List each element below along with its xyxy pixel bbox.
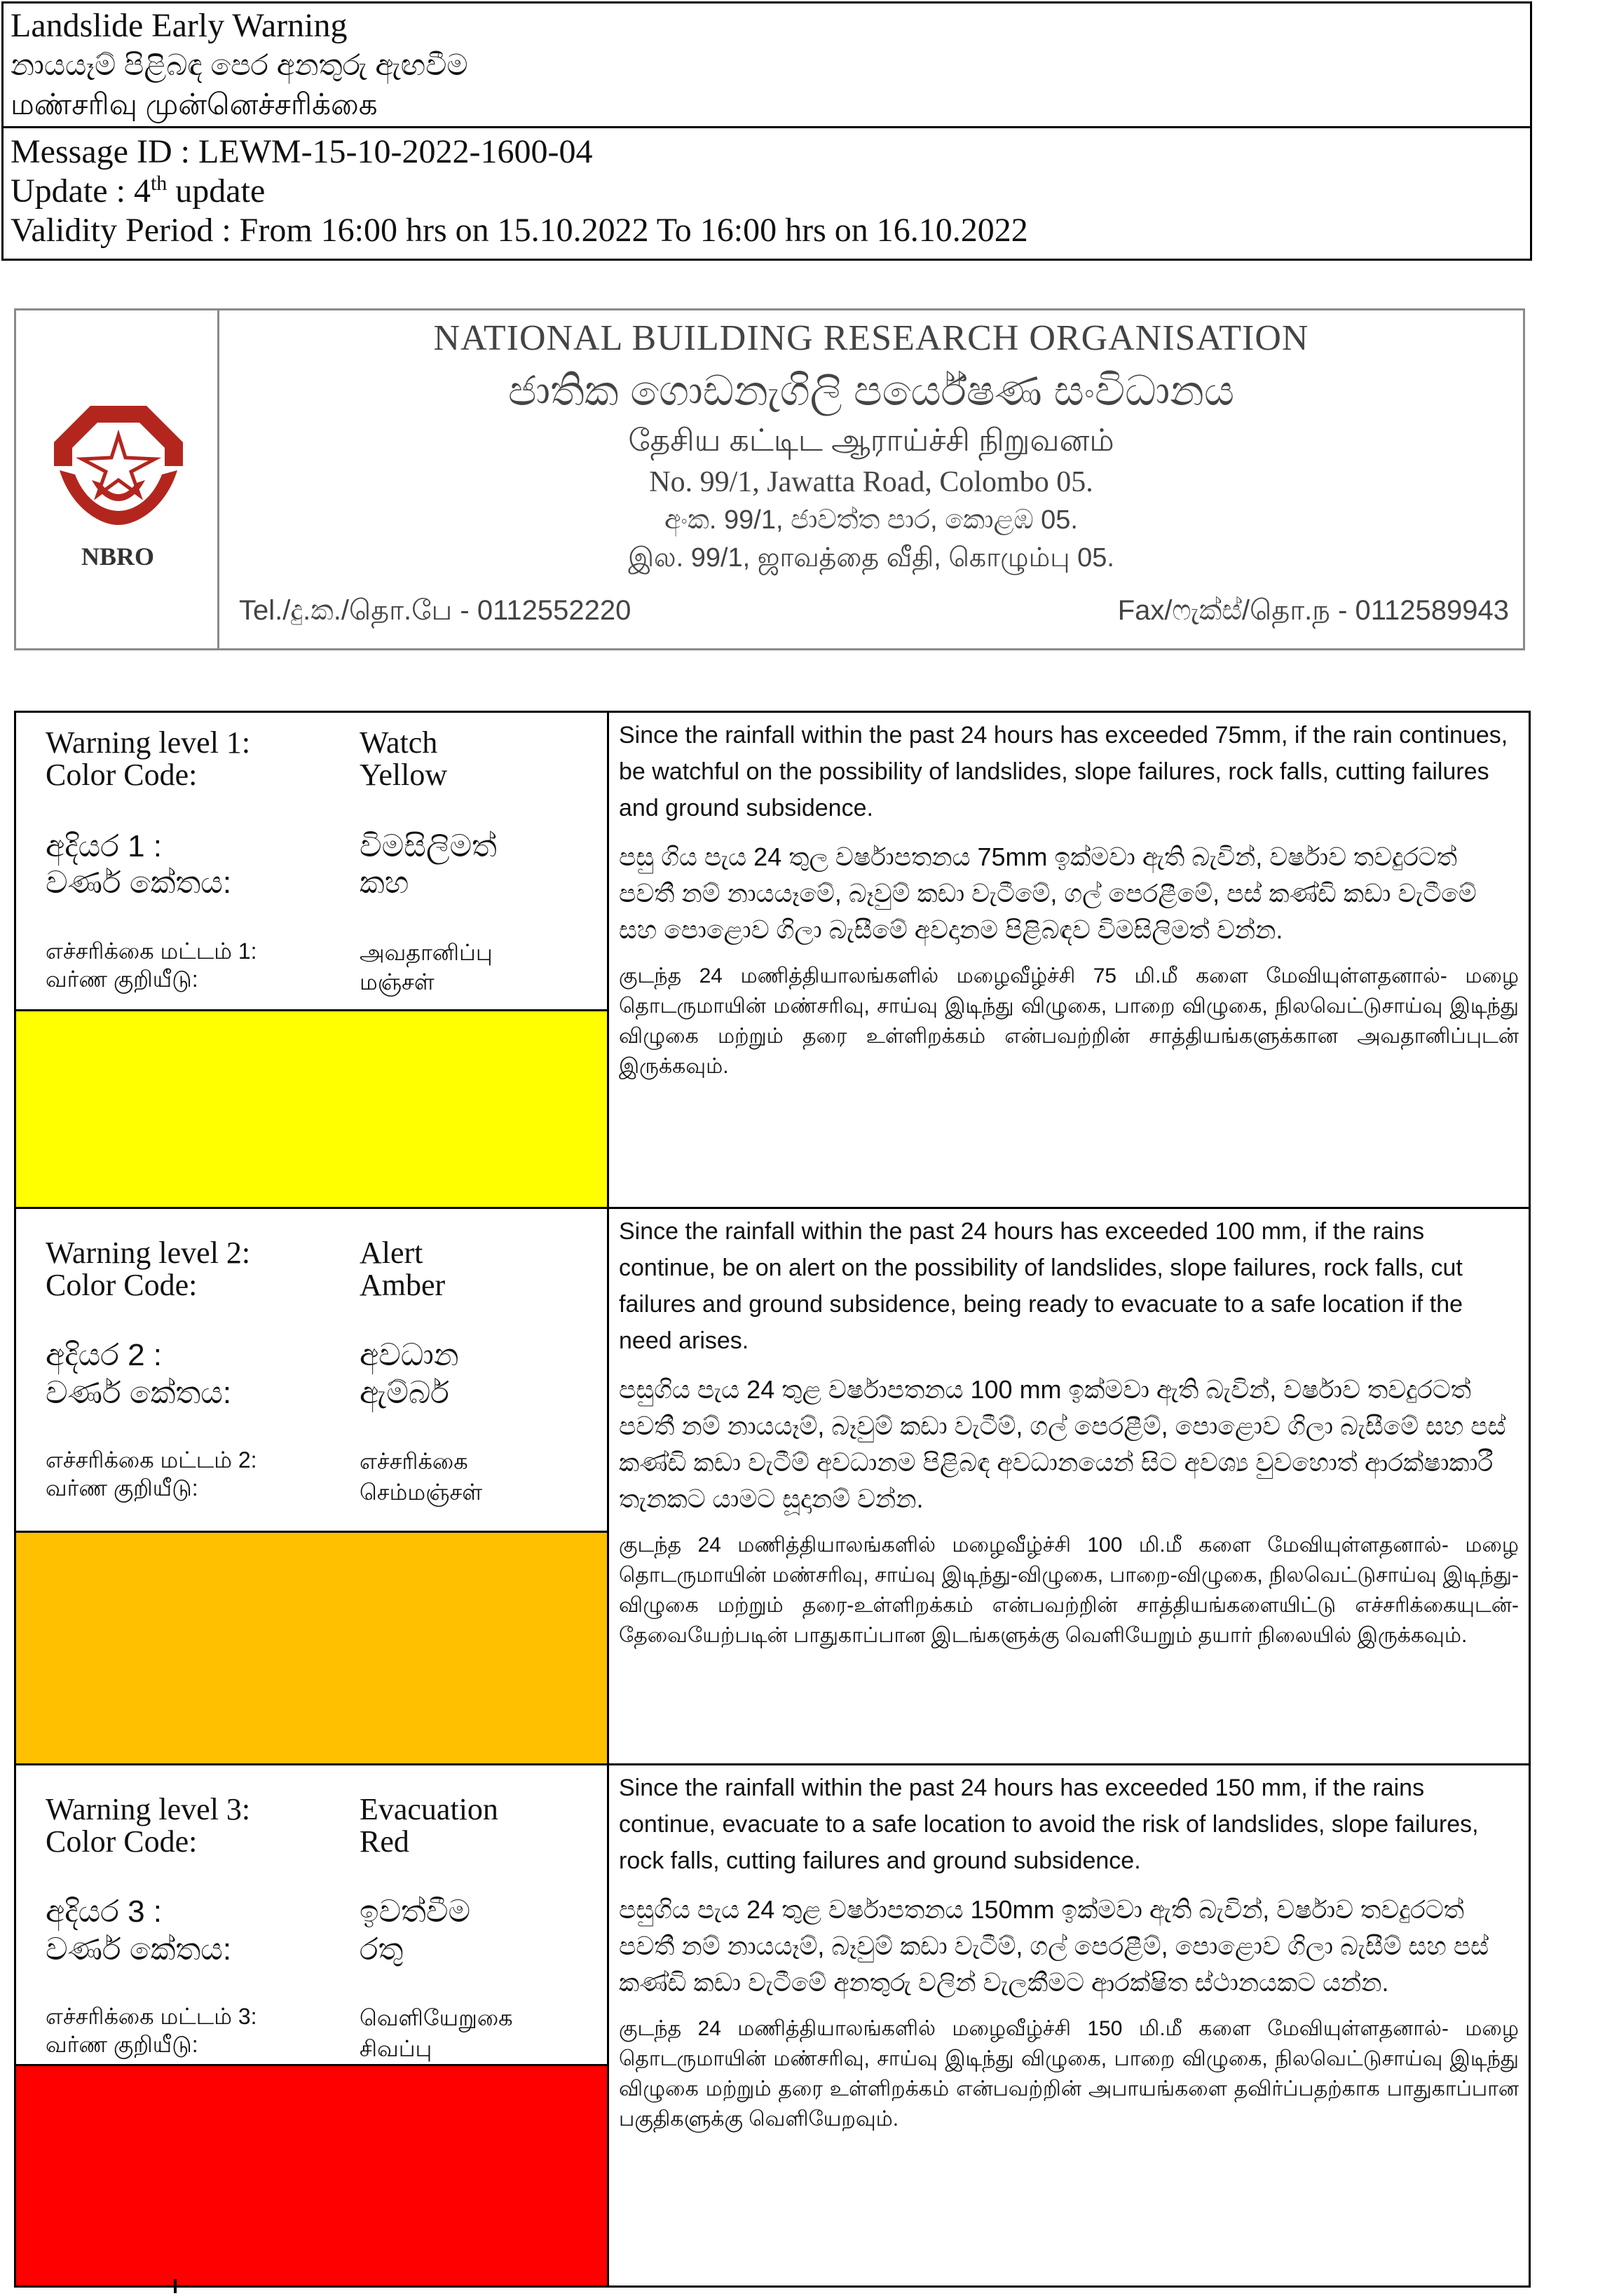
level-label-english: Warning level 2: (46, 1236, 251, 1270)
warning-level-3-labels-cell (16, 1765, 609, 2285)
nbro-logo-icon (50, 402, 187, 528)
level-value-english: Evacuation (360, 1792, 498, 1826)
title-tamil: மண்சரிவு முன்னெச்சரிக்கை (11, 88, 378, 121)
description-sinhala: පසුගිය පැය 24 තුළ වර්ෂාපතනය 100 mm ඉක්මවා ඇති බැවින්, වර්ෂාව තවදුරටත් පවතී නම් නායයෑම්, බෑවුම් කඩා වැටීම්, ගල් පෙරළීම්, පොළොව ගිලා බැසීමේ සහ පස් කණ්ඩි කඩා වැටීම් අවධානම පිළිබඳ අවධානයෙන් සිට අවශ්‍ය වුවහොත් ආරක්ෂාකාරී තැනකට යාමට සූදානම් වන්න. (619, 1375, 1506, 1513)
level-label-sinhala: අදියර 1 : (46, 829, 162, 863)
color-code-label-sinhala: වර්ණ කේතය: (46, 1932, 232, 1967)
color-code-label-sinhala: වර්ණ කේතය: (46, 1376, 232, 1410)
description-tamil: குடந்த 24 மணித்தியாலங்களில் மழைவீழ்ச்சி 150 மி.மீ களை மேவியுள்ளதனால்- மழை தொடருமாயின் மண்சரிவு, சாய்வு இடிந்து விழுகை, பாறை விழுகை, நிலவெட்டுசாய்வு இடிந்து விழுகை மற்றும் தரை உள்ளிறக்கம் என்பவற்றின் அபாயங்களை தவிர்ப்பதற்காக பாதுகாப்பான பகுதிகளுக்கு வெளியேறவும். (619, 2017, 1519, 2131)
level-value-sinhala: ඉවත්වීම (360, 1894, 471, 1929)
warning-level-1-description-cell (619, 713, 1519, 1207)
color-code-label-english: Color Code: (46, 758, 198, 792)
update-suffix-ordinal: th (150, 172, 168, 195)
organisation-name-english: NATIONAL BUILDING RESEARCH ORGANISATION (433, 318, 1309, 358)
nbro-letterhead (14, 308, 1525, 650)
color-code-label-tamil: வர்ண குறியீடு: (46, 1475, 198, 1501)
nbro-logo-label: NBRO (81, 542, 154, 570)
organisation-name-sinhala: ජාතික ගොඩනැගිලි පර්යේෂණ සංවිධානය (507, 367, 1235, 414)
description-tamil: குடந்த 24 மணித்தியாலங்களில் மழைவீழ்ச்சி 100 மி.மீ களை மேவியுள்ளதனால்- மழை தொடருமாயின் மண்சரிவு, சாய்வு இடிந்து-விழுகை, பாறை-விழுகை, நிலவெட்டுசாய்வு இடிந்து-விழுகை மற்றும் தரை-உள்ளிறக்கம் என்பவற்றின் சாத்தியங்களையிட்டு எச்சரிக்கையுடன்- தேவையேற்படின் பாதுகாப்பான இடங்களுக்கு வெளியேறும் தயார் நிலையில் இருக்கவும். (619, 1533, 1519, 1647)
title-sinhala: නායයෑම් පිළිබඳ පෙර අනතුරු ඇඟවීම (11, 48, 468, 81)
description-tamil: குடந்த 24 மணித்தியாலங்களில் மழைவீழ்ச்சி 75 மி.மீ களை மேவியுள்ளதனால்- மழை தொடருமாயின் மண்சரிவு, சாய்வு இடிந்து விழுகை, பாறை விழுகை, நிலவெட்டுசாய்வு இடிந்து விழுகை மற்றும் தரை உள்ளிறக்கம் என்பவற்றின் சாத்தியங்களுக்கான அவதானிப்புடன் இருக்கவும். (619, 964, 1519, 1078)
warning-level-3-description-cell (619, 1765, 1519, 2285)
level-label-sinhala: අදියර 2 : (46, 1338, 162, 1372)
color-code-value-english: Amber (360, 1268, 446, 1302)
color-code-label-tamil: வர்ண குறியீடு: (46, 2032, 198, 2057)
fax-number: Fax/ෆැක්ස්/தொ.ந - 0112589943 (1117, 595, 1509, 626)
color-code-label-sinhala: වර්ණ කේතය: (46, 866, 232, 900)
description-sinhala: පසු ගිය පැය 24 තුල වර්ෂාපතනය 75mm ඉක්මවා ඇති බැවින්, වර්ෂාව තවදුරටත් පවතී නම් නායයෑමේ, බෑවුම් කඩා වැටීමේ, ගල් පෙරළීමේ, පස් කණ්ඩි කඩා වැටීමේ සහ පොළොව ගිලා බැසීමේ අවදානම පිළිබඳව විමසිලිමත් වන්න. (619, 842, 1477, 944)
update-prefix: Update : 4 (11, 172, 151, 210)
color-code-value-tamil: செம்மஞ்சள் (360, 1480, 483, 1505)
description-english: Since the rainfall within the past 24 hours has exceeded 100 mm, if the rains continue, be on alert on the possibility of landslides, slope failures, rock falls, cut failures and ground subsidence, being ready to evacuate to a safe location if the need arises. (619, 1218, 1463, 1354)
level-value-english: Alert (360, 1236, 423, 1270)
red-color-swatch (16, 2064, 607, 2285)
color-code-value-sinhala: රතු (360, 1932, 404, 1967)
address-english: No. 99/1, Jawatta Road, Colombo 05. (649, 466, 1093, 498)
color-code-label-english: Color Code: (46, 1824, 198, 1859)
update-number (11, 172, 1523, 211)
level-label-sinhala: අදියර 3 : (46, 1894, 162, 1929)
page-edge-mark (174, 2279, 177, 2293)
organisation-info (219, 310, 1523, 648)
warning-level-table (14, 711, 1531, 2288)
color-code-label-tamil: வர்ண குறியீடு: (46, 966, 198, 992)
warning-level-1-row (16, 713, 1529, 1209)
color-code-value-tamil: சிவப்பு (360, 2036, 432, 2061)
color-code-value-english: Red (360, 1824, 409, 1859)
warning-level-2-description-cell (619, 1209, 1519, 1763)
telephone-number: Tel./දු.ක./தொ.பே - 0112552220 (239, 595, 631, 626)
validity-period: Validity Period : From 16:00 hrs on 15.10.2022 To 16:00 hrs on 16.10.2022 (11, 212, 1028, 249)
description-english: Since the rainfall within the past 24 hours has exceeded 75mm, if the rain continues, be watchful on the possibility of landslides, slope failures, rock falls, cutting failures and ground subsidence. (619, 722, 1508, 821)
warning-header-box (1, 1, 1532, 261)
warning-level-1-labels-cell (16, 713, 609, 1207)
warning-level-3-row (16, 1765, 1529, 2285)
level-value-tamil: அவதானிப்பு (360, 940, 493, 965)
logo-cell (16, 310, 219, 648)
level-label-english: Warning level 1: (46, 725, 251, 760)
message-meta-section (4, 128, 1530, 250)
level-value-sinhala: අවධාන (360, 1338, 459, 1372)
update-suffix: update (167, 172, 266, 210)
level-value-tamil: எச்சரிக்கை (360, 1449, 468, 1474)
address-sinhala: අංක. 99/1, ජාවත්ත පාර, කොළඹ 05. (664, 505, 1078, 535)
level-label-english: Warning level 3: (46, 1792, 251, 1826)
organisation-name-tamil: தேசிய கட்டிட ஆராய்ச்சி நிறுவனம் (628, 423, 1114, 458)
warning-level-2-row (16, 1209, 1529, 1765)
level-value-tamil: வெளியேறுகை (360, 2005, 513, 2030)
color-code-value-sinhala: කහ (360, 866, 409, 900)
warning-level-2-labels-cell (16, 1209, 609, 1763)
message-id: Message ID : LEWM-15-10-2022-1600-04 (11, 133, 593, 170)
description-sinhala: පසුගිය පැය 24 තුළ වර්ෂාපතනය 150mm ඉක්මවා ඇති බැවින්, වර්ෂාව තවදුරටත් පවතී නම් නායයෑම්, බෑවුම් කඩා වැටීම්, ගල් පෙරළීම්, පොළොව ගිලා බැසීම් සහ පස් කණ්ඩි කඩා වැටීමේ අනතුරු වලින් වැලකීමට ආරක්ෂිත ස්ථානයකට යන්න. (619, 1895, 1489, 1997)
color-code-value-sinhala: ඇම්බර් (360, 1376, 449, 1410)
level-label-tamil: எச்சரிக்கை மட்டம் 2: (46, 1447, 257, 1472)
color-code-value-english: Yellow (360, 758, 448, 792)
yellow-color-swatch (16, 1009, 607, 1207)
level-value-sinhala: විමසිලිමත් (360, 829, 497, 863)
level-value-english: Watch (360, 725, 438, 760)
address-tamil: இல. 99/1, ஜாவத்தை வீதி, கொழும்பு 05. (628, 543, 1114, 573)
color-code-value-tamil: மஞ்சள் (360, 969, 435, 995)
color-code-label-english: Color Code: (46, 1268, 198, 1302)
title-section (4, 4, 1530, 128)
description-english: Since the rainfall within the past 24 hours has exceeded 150 mm, if the rains continue, evacuate to a safe location to avoid the risk of landslides, slope failures, rock falls, cutting failures and ground subsidence. (619, 1775, 1479, 1874)
title-english: Landslide Early Warning (11, 7, 348, 44)
level-label-tamil: எச்சரிக்கை மட்டம் 1: (46, 938, 257, 964)
level-label-tamil: எச்சரிக்கை மட்டம் 3: (46, 2004, 257, 2029)
amber-color-swatch (16, 1531, 607, 1763)
